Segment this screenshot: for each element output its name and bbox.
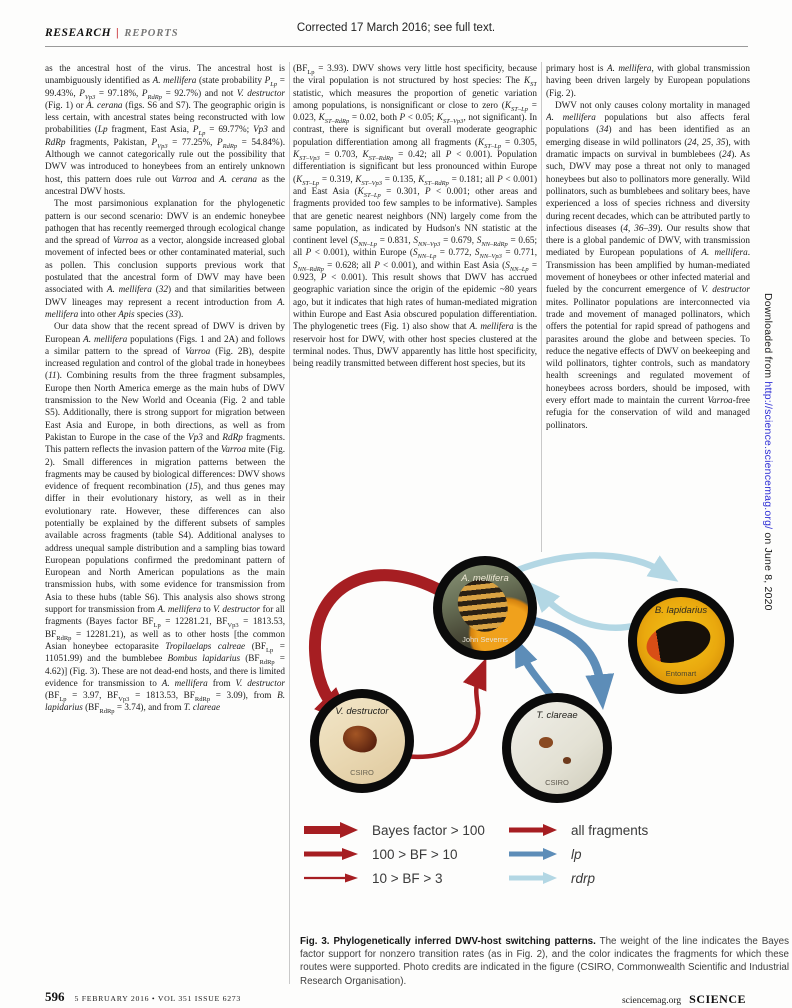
paragraph: primary host is A. mellifera, with global transmission having been driven largely by European populations (Fig. 2). — [546, 63, 750, 98]
footer-right — [622, 990, 746, 1008]
photo-credit: John Severns — [462, 635, 508, 645]
download-prefix: Downloaded from — [762, 293, 774, 382]
legend-fragment-colors — [507, 818, 648, 890]
figure-node-t-clareae — [502, 693, 612, 803]
photo-credit: Entomart — [665, 668, 697, 678]
tropilaelaps-mite-shape — [563, 757, 571, 763]
photo-credit: CSIRO — [350, 768, 374, 778]
paragraph: The most parsimonious explanation for the phylogenetic pattern is our second scenario: DWV is an endemic honeybee pathogen that has recently reemerged through ecological change and the spread of Varroa as a vector, alongside increased global movement of infected bees or other contaminated material, such as pollen. This conclusion supports previous work that postulated that the ancestral form of DWV may have been associated with A. mellifera (32) and that similarities between DWV lineages may represent a recent introduction from A. mellifera into other Apis species (33). — [45, 198, 285, 319]
node-label: A. mellifera — [461, 572, 509, 584]
legend-label: rdrp — [571, 870, 596, 886]
arrow-mellifera-to-destructor — [315, 575, 443, 710]
section-divider: | — [116, 27, 120, 39]
legend-label: 100 > BF > 10 — [372, 846, 458, 862]
light-blue-arrow-icon — [507, 870, 559, 886]
download-suffix: on June 8, 2020 — [762, 529, 774, 611]
node-label: B. lapidarius — [654, 604, 708, 616]
blue-arrow-icon — [507, 846, 559, 862]
bumblebee-photo — [637, 597, 725, 685]
red-arrow-icon — [507, 822, 559, 838]
varroa-mite-photo — [319, 698, 405, 784]
arrow-destructor-to-mellifera — [403, 676, 479, 757]
paragraph: DWV not only causes colony mortality in managed A. mellifera populations but also affects feral populations (34) and has been identified as an emerging disease in wild pollinators (24, 25, 35), with dramatic impacts on survival in bumblebees (24). As such, DWV may pose a threat not only to managed honeybees but also to pollinators more generally. Wild pollinators, such as bumblebees and solitary bees, have experienced a loss of species richness and diversity during recent decades, which can be attributed partly to infectious diseases (4, 36–39). Our results show that there is a global pandemic of DWV, with transmission mediated by European populations of A. mellifera. Transmission has been amplified by human-mediated movement of honeybees or other infected material and fueled by the concurrent emergence of V. destructor mites. Pollinator populations are interconnected via trade and movement of managed pollinators, which offers the potential for rapid spread of pathogens and parasites around the globe and between species. To reduce the negative effects of DWV on beekeeping and wild pollinators, tighter controls, such as mandatory health screenings and regulated movement of honeybees across borders, should be imposed, with every effort made to maintain the current Varroa-free refugia for the conservation of wild and managed pollinators. — [546, 99, 750, 430]
legend-label: lp — [571, 846, 582, 862]
legend-row — [302, 842, 485, 866]
text-column-3 — [546, 62, 750, 536]
column-divider — [289, 62, 290, 984]
legend-label: 10 > BF > 3 — [372, 870, 443, 886]
section-header — [45, 27, 179, 39]
page-number: 596 — [45, 989, 65, 1004]
figure-node-b-lapidarius — [628, 588, 734, 694]
tropilaelaps-mite-shape — [539, 737, 554, 748]
thick-red-arrow-icon — [302, 821, 360, 839]
journal-name: SCIENCE — [689, 992, 746, 1006]
section-label: RESEARCH — [45, 27, 112, 39]
issue-info: 5 FEBRUARY 2016 • VOL 351 ISSUE 6273 — [74, 994, 241, 1003]
medium-red-arrow-icon — [302, 846, 360, 862]
varroa-mite-shape — [341, 722, 380, 754]
legend-label: Bayes factor > 100 — [372, 822, 485, 838]
arrow-clareae-to-mellifera — [522, 654, 553, 698]
figure-node-v-destructor — [310, 689, 414, 793]
paragraph: $(BF_{Lp} = 3.93)$. DWV shows very little host specificity, because the viral population is not structured by host species: The $K_{ST}$ statistic, which measures the proportion of genetic variation among populations, is nonsignificant or close to zero ($K_{ST-Lp} = 0.023$, $K_{ST-RdRp} = 0.02$, both P < 0.05; $K_{ST-Vp3}$, not significant). In contrast, there is significant but overall moderate geographic population differentiation among all fragments ($K_{ST-Lp} = 0.305$, $K_{ST-Vp3} = 0.703$, $K_{ST-RdRp} = 0.42$; all P < 0.001). Population differentiation is significant but less pronounced within Europe ($K_{ST-Lp} = 0.319$, $K_{ST-Vp3} = 0.135$, $K_{ST-RdRp} = 0.181$; all P < 0.001) and East Asia ($K_{ST-Lp} = 0.301$, P < 0.001; other areas and fragments provided too few samples to be informative). Samples that are genetic nearest neighbors (NN) largely come from the same population, as indicated by Hudson's NN statistic at the continent level ($S_{NN-Lp} = 0.831$, $S_{NN-Vp3} = 0.679$, $S_{NN-RdRp} = 0.65$; all P < 0.001), within Europe ($S_{NN-Lp} = 0.772$, $S_{NN-Vp3} = 0.771$, $S_{NN-RdRp} = 0.628$; all P < 0.001), and within East Asia ($S_{NN-Lp} = 0.923$, P < 0.001). This result shows that DWV has accrued geographic variation since the origin of the epidemic ~80 years ago, but it indicates that high rates of human-mediated migration within Europe and East Asia obscured population differentiation. The phylogenetic trees (Fig. 1) also show that A. mellifera is the reservoir host for DWV, with other host species clustered at the terminal nodes. Thus, DWV apparently has little host specificity, being readily transmitted between different host species, but its — [293, 63, 537, 369]
download-url-link[interactable]: http://science.sciencemag.org/ — [762, 381, 774, 530]
bumblebee-shape — [642, 614, 715, 669]
node-label: V. destructor — [335, 705, 389, 717]
header-rule — [45, 46, 748, 47]
photo-credit: CSIRO — [545, 777, 569, 787]
node-label: T. clareae — [536, 710, 578, 722]
subsection-label: REPORTS — [124, 28, 179, 39]
figure-legend — [302, 818, 754, 894]
legend-label: all fragments — [571, 822, 649, 838]
figure-node-a-mellifera — [433, 556, 537, 660]
text-column-1 — [45, 62, 285, 714]
journal-site: sciencemag.org — [621, 996, 682, 1006]
caption-title: Fig. 3. Phylogenetically inferred DWV-host switching patterns. — [300, 936, 596, 947]
correction-notice: Corrected 17 March 2016; see full text. — [296, 22, 496, 34]
thin-red-arrow-icon — [302, 871, 360, 885]
column-divider — [541, 62, 542, 552]
text-column-2 — [293, 62, 537, 560]
legend-row — [302, 818, 485, 842]
honeybee-photo — [442, 565, 528, 651]
tropilaelaps-photo — [511, 702, 603, 794]
figure-caption — [300, 935, 789, 988]
legend-row — [507, 842, 648, 866]
paragraph: Our data show that the recent spread of DWV is driven by European A. mellifera populations (Figs. 1 and 2A) and follows a similar pattern to the spread of Varroa (Fig. 2B), despite increased regulation and control of the global trade in honeybees (11). Combining results from the three fragment subsamples, Europe then North America emerge as the main hubs of DWV transmission to the New World and Oceania (Fig. 2 and table S5). Additionally, there is strong support for migration between East Asia and Europe, in both directions, as well as from Pakistan to Europe in the case of the Vp3 and RdRp fragments. This pattern reflects the invasion pattern of the Varroa mite (Fig. 2). Small differences in migration patterns between the fragments may be caused by biological differences: DWV shows evidence of frequent recombination (15), and thus genes may differ in their evolutionary history, as well as in their evolutionary rate. However, these differences can also potentially be explained by the different subsets of samples available across fragments (table S4). Additional analyses to address unequal sample distribution and a sampling bias toward European populations confirmed the predominant pattern of European and North American populations as the main transmission hubs, with some evidence for transmission from Asia to these hubs (table S6). This analysis also shows strong support for transmission from A. mellifera to V. destructor for all fragments (Bayes factor $BF_{Lp} = 12281.21$, $BF_{Vp3} = 1813.53$, $BF_{RdRp} = 12281.21$), as well as to other hosts [the common Asian honeybee ectoparasite Tropilaelaps calreae $(BF_{Lp} = 11051.99)$ and the bumblebee Bombus lapidarius $(BF_{RdRp} = 4.62)$] (Fig. 3). These are not dead-end hosts, and there is limited evidence for transmission to A. mellifera from V. destructor ($BF_{Lp} = 3.97$, $BF_{Vp3} = 1813.53$, $BF_{RdRp} = 3.09$), from B. lapidarius $(BF_{RdRp} = 3.74)$, and from T. clareae — [45, 321, 285, 716]
caption-body: The weight of the line indicates the Bayes factor support for nonzero transition rates (as in Fig. 2), and the color indicates the fragments for which these routes were supported. Photo credits are indicated in the figure (CSIRO, Commonwealth Scientific and Industrial Research Organisation). — [300, 936, 789, 987]
legend-row — [302, 866, 485, 890]
footer-left — [45, 988, 241, 1006]
legend-row — [507, 866, 648, 890]
paragraph: as the ancestral host of the virus. The ancestral host is unambiguously identified as A. mellifera (state probability $P_{Lp} = 99.43\%$, $P_{Vp3} = 97.18\%$, $P_{RdRp} = 92.7\%$) and not V. destructor (Fig. 1) or A. cerana (figs. S6 and S7). The geographic origin is less certain, with ancestral states being reconstructed with low probabilities (Lp fragment, East Asia, $P_{Lp} = 69.77\%$; Vp3 and RdRp fragments, Pakistan, $P_{Vp3} = 77.25\%$, $P_{RdRp} = 54.84\%$). Although we cannot categorically rule out the possibility that DWV was introduced to honeybees from an entirely unknown host, this pattern does rule out Varroa and A. cerana as the ancestral DWV hosts. — [45, 63, 286, 196]
legend-bayes-weights — [302, 818, 485, 890]
legend-row — [507, 818, 648, 842]
